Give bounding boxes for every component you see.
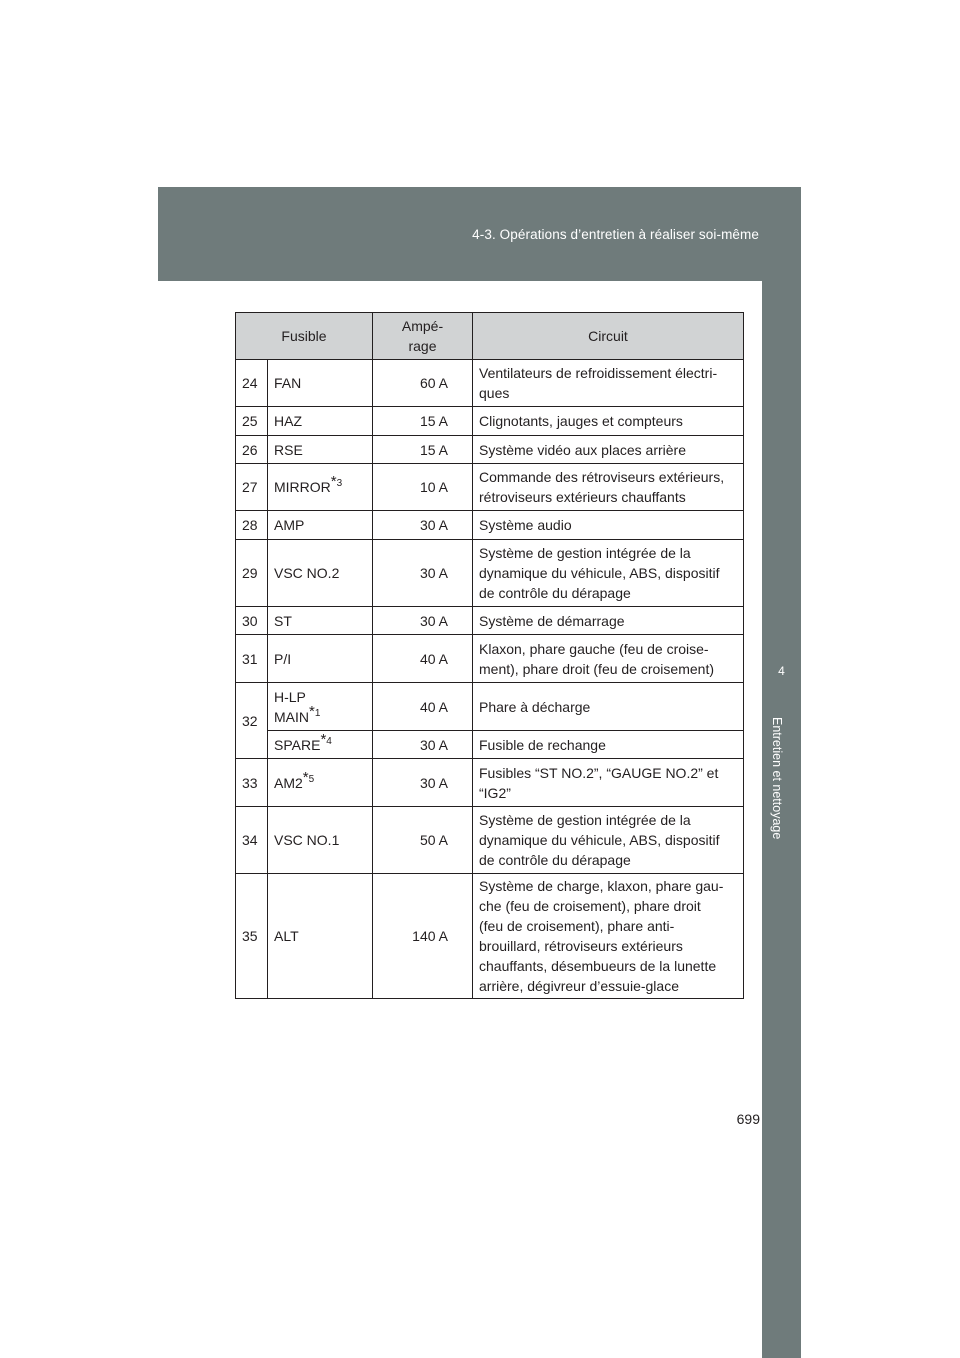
table-body [236, 360, 744, 999]
header-amperage-line1: Ampé- [401, 318, 444, 334]
footnote-number: 4 [326, 735, 332, 747]
table-row [236, 464, 744, 511]
chapter-side-tab [762, 281, 801, 1358]
footnote-star: * [309, 702, 315, 720]
fuse-name: H-LP [274, 688, 306, 705]
table-row [236, 683, 744, 731]
fuse-amperage: 40 A [373, 635, 473, 683]
fuse-number: 34 [236, 807, 268, 874]
circuit-line: de contrôle du dérapage [479, 852, 631, 868]
fuse-number: 32 [236, 683, 268, 759]
table-row [236, 407, 744, 436]
fuse-number: 25 [236, 407, 268, 436]
table-row [236, 360, 744, 407]
fuse-name: FAN [274, 375, 302, 391]
fuse-name: MIRROR [274, 479, 331, 495]
fuse-name-cell [268, 635, 373, 683]
circuit-line: Commande des rétroviseurs extérieurs, [479, 469, 725, 485]
fuse-number: 29 [236, 540, 268, 607]
table-row [236, 874, 744, 999]
circuit-line: arrière, dégivreur d’essuie-glace [479, 978, 679, 994]
fuse-amperage: 15 A [373, 407, 473, 436]
fuse-amperage: 140 A [373, 874, 473, 999]
fuse-name: P/I [274, 650, 292, 667]
circuit-line: Système de gestion intégrée de la [479, 812, 691, 828]
fuse-circuit [473, 635, 744, 683]
fuse-name-cell [268, 607, 373, 635]
table-row [236, 436, 744, 464]
circuit-line: dynamique du véhicule, ABS, dispositif [479, 565, 720, 581]
fuse-amperage: 50 A [373, 807, 473, 874]
fuse-name: ALT [274, 928, 299, 944]
fuse-circuit [473, 511, 744, 540]
fuse-name: RSE [274, 441, 303, 458]
footnote-number: 1 [314, 707, 321, 719]
fuse-name-cell [268, 759, 373, 807]
fuse-circuit [473, 407, 744, 436]
table-row [236, 511, 744, 540]
table-row [236, 635, 744, 683]
fuse-number: 24 [236, 360, 268, 407]
fuse-name-cell [268, 436, 373, 464]
fuse-name-cell [268, 464, 373, 511]
chapter-number: 4 [778, 664, 785, 678]
fuse-number: 33 [236, 759, 268, 807]
table-row [236, 607, 744, 635]
fuse-name-cell [268, 360, 373, 407]
circuit-line: che (feu de croisement), phare droit [479, 898, 701, 914]
footnote-star: * [320, 730, 327, 748]
fuse-amperage: 30 A [373, 511, 473, 540]
footnote-ref [330, 473, 343, 490]
footnote-ref [302, 768, 315, 786]
fuse-amperage: 30 A [373, 759, 473, 807]
fuse-name-cell [268, 407, 373, 436]
circuit-line: “IG2” [479, 784, 511, 801]
circuit-line: (feu de croisement), phare anti- [479, 918, 675, 934]
table-row [236, 759, 744, 807]
fuse-name-cell [268, 874, 373, 999]
fuse-amperage: 40 A [373, 683, 473, 731]
circuit-line: dynamique du véhicule, ABS, dispositif [479, 832, 720, 848]
header-circuit: Circuit [473, 313, 744, 360]
fuse-circuit: Fusible de rechange [473, 731, 744, 759]
circuit-line: ques [479, 385, 510, 401]
fuse-circuit [473, 607, 744, 635]
fuse-name-cell [268, 731, 373, 759]
fuse-name: SPARE [274, 736, 321, 753]
circuit-line: Fusibles “ST NO.2”, “GAUGE NO.2” et [479, 764, 719, 781]
circuit-line: Clignotants, jauges et compteurs [479, 413, 683, 429]
fuse-name: MAIN [274, 708, 309, 725]
table-row [236, 807, 744, 874]
fuse-name: VSC NO.2 [274, 565, 340, 581]
circuit-line: Klaxon, phare gauche (feu de croise- [479, 640, 709, 657]
footnote-star: * [330, 473, 337, 490]
table-header-row [236, 313, 744, 360]
fuse-name: VSC NO.1 [274, 832, 340, 848]
fuse-circuit [473, 360, 744, 407]
circuit-line: Ventilateurs de refroidissement électri- [479, 365, 718, 381]
fuse-name: AM2 [274, 774, 303, 791]
footnote-ref [309, 702, 321, 720]
fuse-amperage: 30 A [373, 607, 473, 635]
circuit-line: rétroviseurs extérieurs chauffants [479, 489, 686, 505]
header-amperage-line2: rage [408, 338, 437, 354]
chapter-title: Entretien et nettoyage [770, 717, 784, 840]
fuse-table [235, 312, 744, 999]
fuse-circuit [473, 540, 744, 607]
fuse-number: 35 [236, 874, 268, 999]
fuse-number: 30 [236, 607, 268, 635]
fuse-name: AMP [274, 517, 305, 533]
fuse-circuit [473, 874, 744, 999]
footnote-number: 5 [308, 773, 315, 785]
table-row [236, 540, 744, 607]
fuse-amperage: 30 A [373, 731, 473, 759]
fuse-circuit [473, 759, 744, 807]
fuse-number: 27 [236, 464, 268, 511]
fuse-name-cell [268, 807, 373, 874]
section-title: 4-3. Opérations d’entretien à réaliser soi-même [472, 227, 759, 242]
fuse-circuit [473, 436, 744, 464]
fuse-amperage: 10 A [373, 464, 473, 511]
circuit-line: chauffants, désembueurs de la lunette [479, 958, 717, 974]
footnote-number: 3 [336, 478, 343, 489]
fuse-amperage: 30 A [373, 540, 473, 607]
fuse-circuit: Phare à décharge [473, 683, 744, 731]
fuse-name: HAZ [274, 413, 302, 429]
fuse-name-cell [268, 511, 373, 540]
fuse-name-cell [268, 540, 373, 607]
fuse-number: 26 [236, 436, 268, 464]
header-amperage [373, 313, 473, 360]
fuse-circuit [473, 807, 744, 874]
circuit-line: Système de gestion intégrée de la [479, 545, 691, 561]
fuse-number: 28 [236, 511, 268, 540]
circuit-line: de contrôle du dérapage [479, 585, 631, 601]
table-row [236, 731, 744, 759]
fuse-name: ST [274, 612, 292, 629]
fuse-amperage: 15 A [373, 436, 473, 464]
header-fuse: Fusible [236, 313, 373, 360]
circuit-line: ment), phare droit (feu de croisement) [479, 660, 714, 677]
footnote-star: * [302, 768, 309, 786]
circuit-line: Système audio [479, 517, 572, 533]
footnote-ref [320, 730, 332, 748]
section-header-band [158, 187, 801, 281]
circuit-line: Système de charge, klaxon, phare gau- [479, 878, 724, 894]
page-number: 699 [736, 1111, 760, 1127]
fuse-number: 31 [236, 635, 268, 683]
circuit-line: Système de démarrage [479, 612, 625, 629]
circuit-line: Système vidéo aux places arrière [479, 441, 686, 458]
fuse-circuit [473, 464, 744, 511]
fuse-name-cell [268, 683, 373, 731]
circuit-line: brouillard, rétroviseurs extérieurs [479, 938, 683, 954]
fuse-amperage: 60 A [373, 360, 473, 407]
